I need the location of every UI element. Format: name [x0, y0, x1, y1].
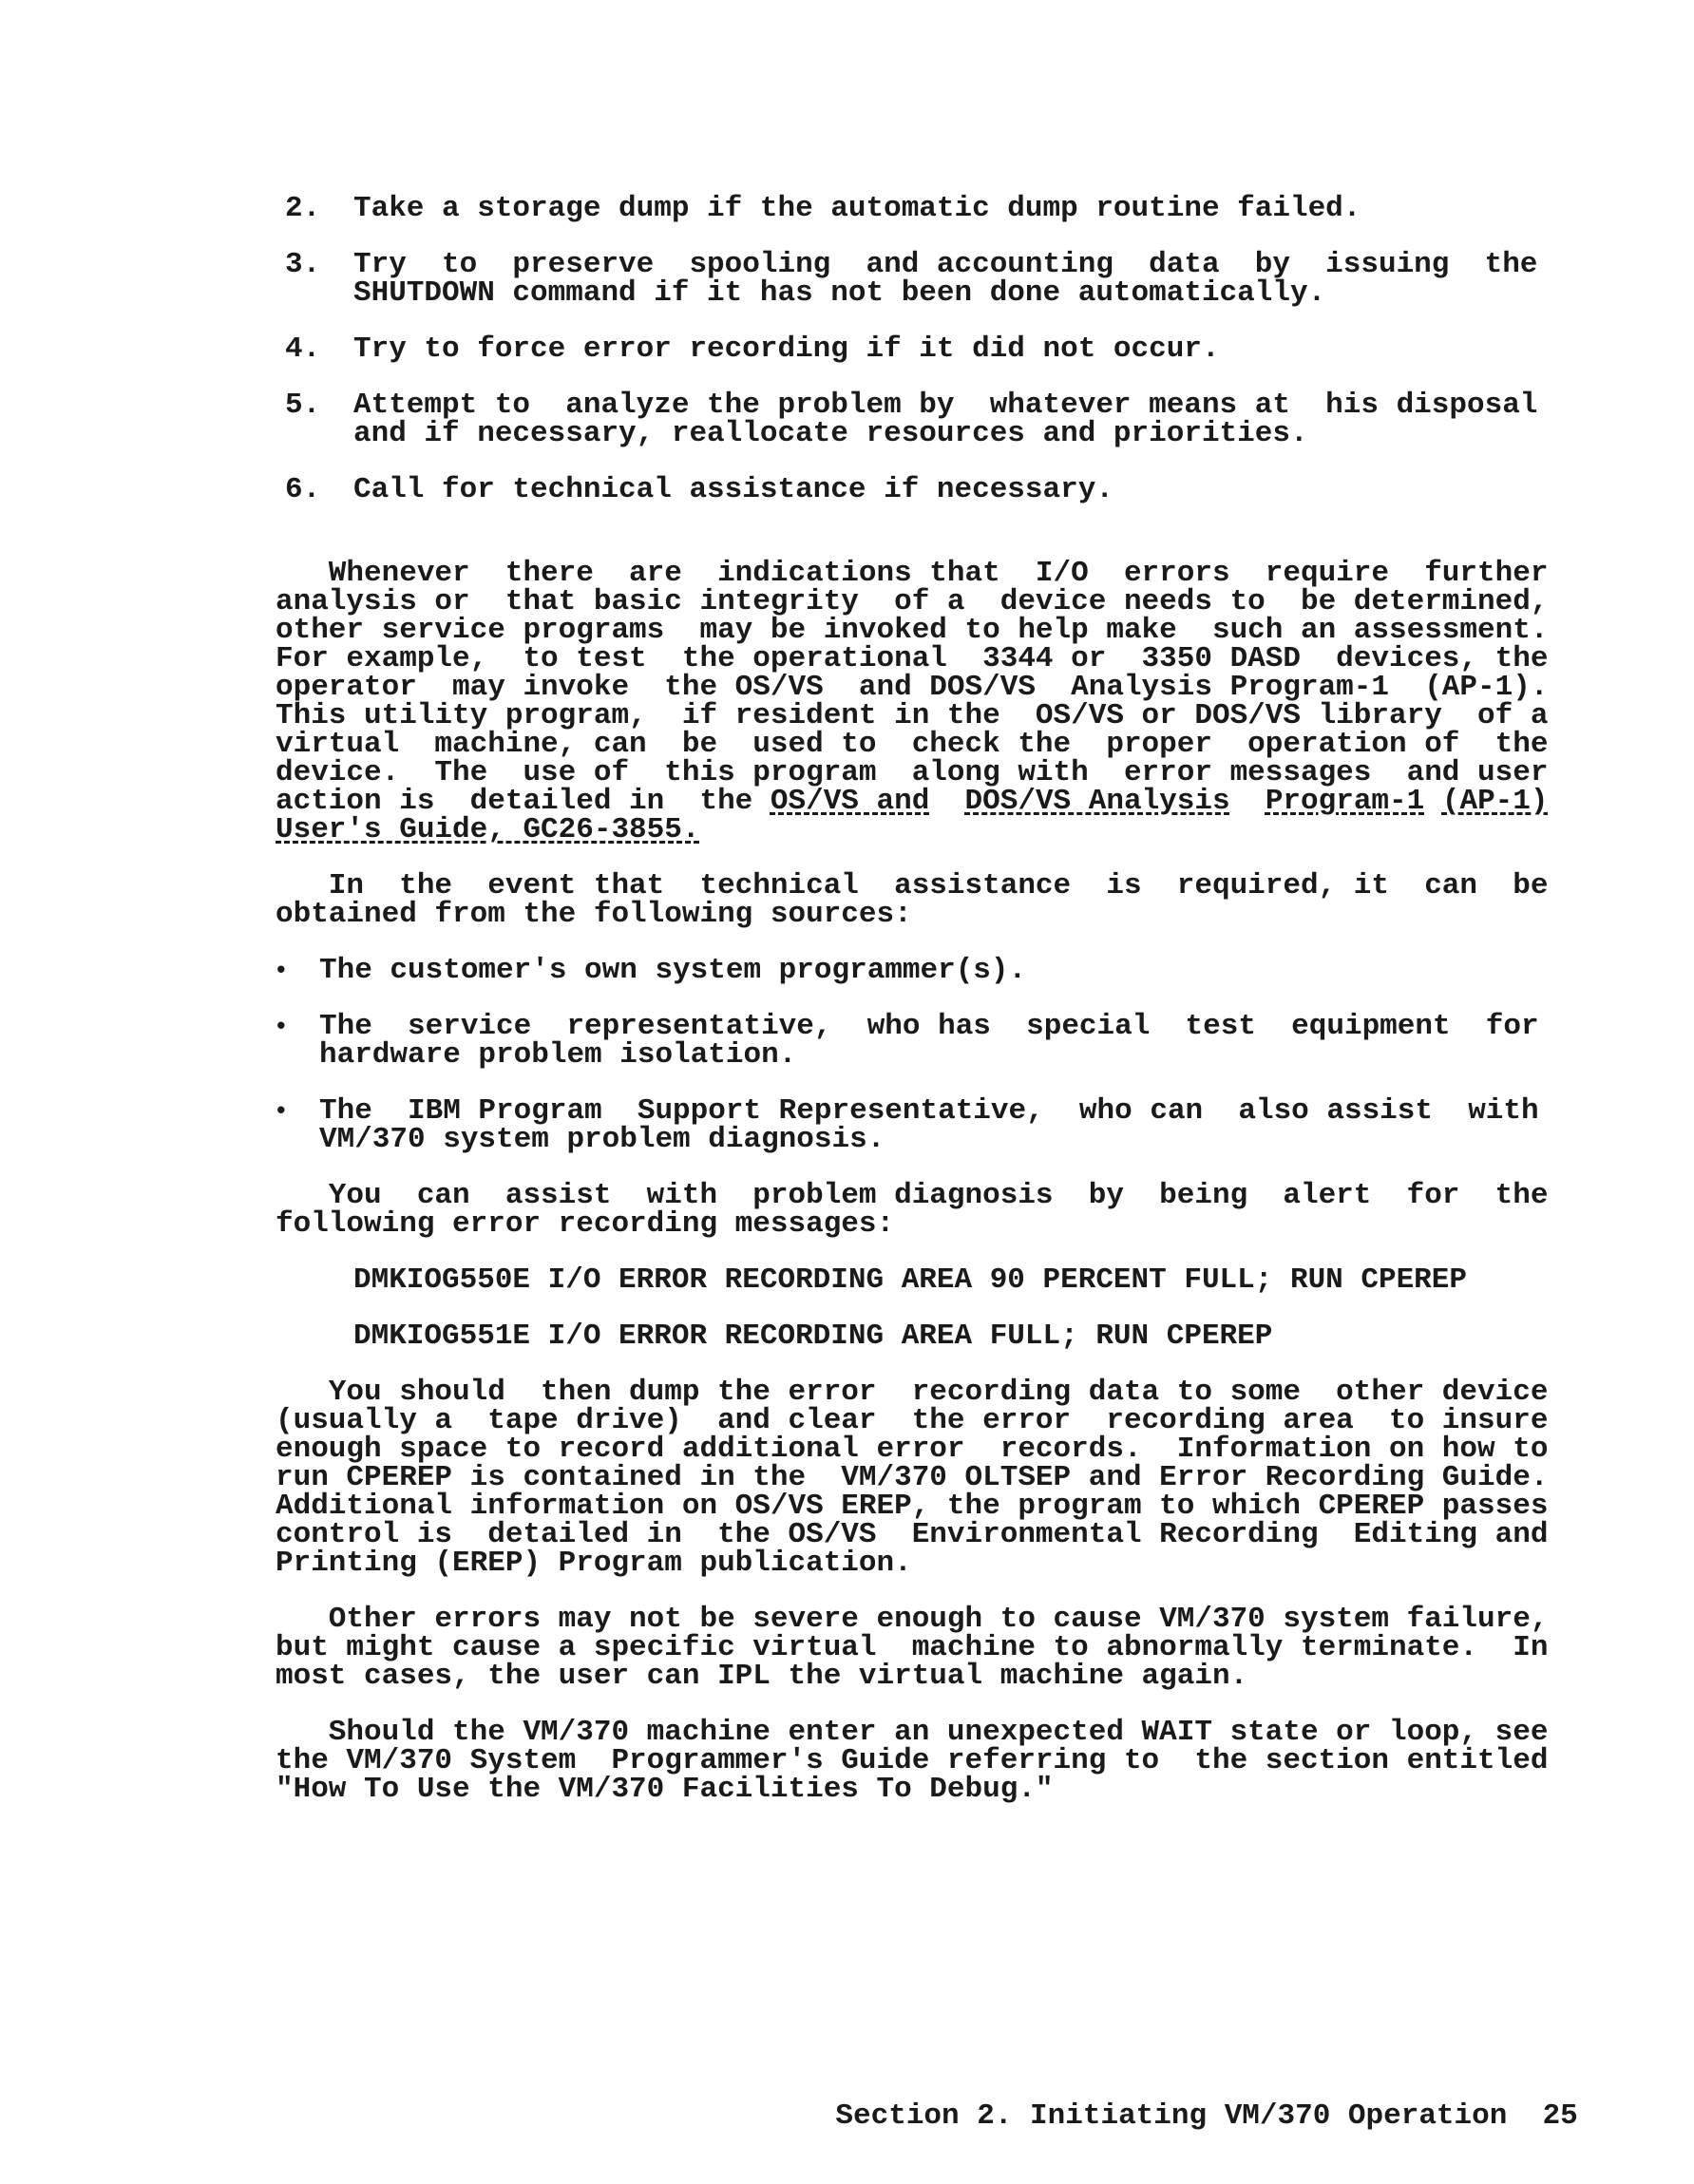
paragraph-line: Whenever there are indications that I/O errors require further: [276, 557, 1549, 590]
item-number: 3.: [285, 248, 321, 281]
paragraph-line: obtained from the following sources:: [276, 898, 912, 931]
bullet-text: The IBM Program Support Representative, who can also assist with: [319, 1094, 1539, 1128]
paragraph-line: enough space to record additional error records. Information on how to: [276, 1433, 1549, 1466]
paragraph-line: For example, to test the operational 3344 or 3350 DASD devices, the: [276, 642, 1549, 675]
paragraph-line: User's Guide, GC26-3855.: [276, 813, 700, 846]
paragraph-line: In the event that technical assistance is required, it can be: [276, 869, 1549, 902]
item-number: 4.: [285, 332, 321, 366]
paragraph-line: Printing (EREP) Program publication.: [276, 1547, 912, 1580]
paragraph-line: (usually a tape drive) and clear the error recording area to insure: [276, 1404, 1549, 1437]
bullet-icon: •: [274, 1013, 289, 1041]
paragraph-line: other service programs may be invoked to help make such an assessment.: [276, 614, 1549, 647]
paragraph-line: Should the VM/370 machine enter an unexpected WAIT state or loop, see: [276, 1716, 1549, 1749]
bullet-text: The service representative, who has special test equipment for: [319, 1010, 1539, 1043]
error-message: DMKIOG550E I/O ERROR RECORDING AREA 90 PERCENT FULL; RUN CPEREP: [353, 1263, 1467, 1297]
paragraph-line: Other errors may not be severe enough to cause VM/370 system failure,: [276, 1603, 1549, 1636]
paragraph-line: You can assist with problem diagnosis by being alert for the: [276, 1179, 1549, 1212]
bullet-text: hardware problem isolation.: [319, 1038, 797, 1072]
item-text: Call for technical assistance if necessary.: [353, 473, 1113, 506]
item-number: 6.: [285, 473, 321, 506]
bullet-text: The customer's own system programmer(s).: [319, 954, 1027, 987]
page-number: 25: [1542, 2099, 1578, 2133]
item-text: Try to preserve spooling and accounting data by issuing the: [353, 248, 1538, 281]
paragraph-line: device. The use of this program along with error messages and user: [276, 756, 1549, 789]
error-message: DMKIOG551E I/O ERROR RECORDING AREA FULL; RUN CPEREP: [353, 1320, 1273, 1353]
item-text: Try to force error recording if it did not occur.: [353, 332, 1220, 366]
bullet-icon: •: [274, 957, 289, 985]
paragraph-line: run CPEREP is contained in the VM/370 OLTSEP and Error Recording Guide.: [276, 1461, 1549, 1494]
manual-title: DOS/VS Analysis: [964, 785, 1230, 818]
paragraph-line: the VM/370 System Programmer's Guide referring to the section entitled: [276, 1744, 1549, 1777]
paragraph-line: following error recording messages:: [276, 1207, 895, 1241]
manual-title: Program-1: [1265, 785, 1425, 818]
footer-section-title: Section 2. Initiating VM/370 Operation: [835, 2099, 1508, 2133]
paragraph-line: Additional information on OS/VS EREP, the program to which CPEREP passes: [276, 1490, 1549, 1523]
paragraph-line: operator may invoke the OS/VS and DOS/VS Analysis Program-1 (AP-1).: [276, 671, 1549, 704]
manual-title: (AP-1): [1441, 785, 1549, 818]
page-footer: [765, 2074, 1578, 2159]
item-text: and if necessary, reallocate resources and priorities.: [353, 417, 1308, 450]
paragraph-line: action is detailed in the OS/VS and DOS/VS Analysis Program-1 (AP-1): [276, 785, 1549, 818]
item-number: 5.: [285, 389, 321, 422]
paragraph-line: virtual machine, can be used to check the proper operation of the: [276, 728, 1549, 761]
paragraph-line: This utility program, if resident in the OS/VS or DOS/VS library of a: [276, 699, 1549, 732]
item-text: Attempt to analyze the problem by whatever means at his disposal: [353, 389, 1538, 422]
item-text: Take a storage dump if the automatic dump routine failed.: [353, 192, 1361, 225]
paragraph-line: control is detailed in the OS/VS Environmental Recording Editing and: [276, 1518, 1549, 1551]
bullet-text: VM/370 system problem diagnosis.: [319, 1123, 885, 1156]
paragraph-line: You should then dump the error recording data to some other device: [276, 1376, 1549, 1409]
manual-title: OS/VS and: [770, 785, 930, 818]
item-text: SHUTDOWN command if it has not been done automatically.: [353, 276, 1326, 310]
paragraph-line: "How To Use the VM/370 Facilities To Debug.": [276, 1773, 1054, 1806]
bullet-icon: •: [274, 1097, 289, 1126]
item-number: 2.: [285, 192, 321, 225]
paragraph-line: analysis or that basic integrity of a device needs to be determined,: [276, 585, 1549, 618]
paragraph-line: most cases, the user can IPL the virtual machine again.: [276, 1660, 1248, 1693]
paragraph-line: but might cause a specific virtual machine to abnormally terminate. In: [276, 1631, 1549, 1664]
